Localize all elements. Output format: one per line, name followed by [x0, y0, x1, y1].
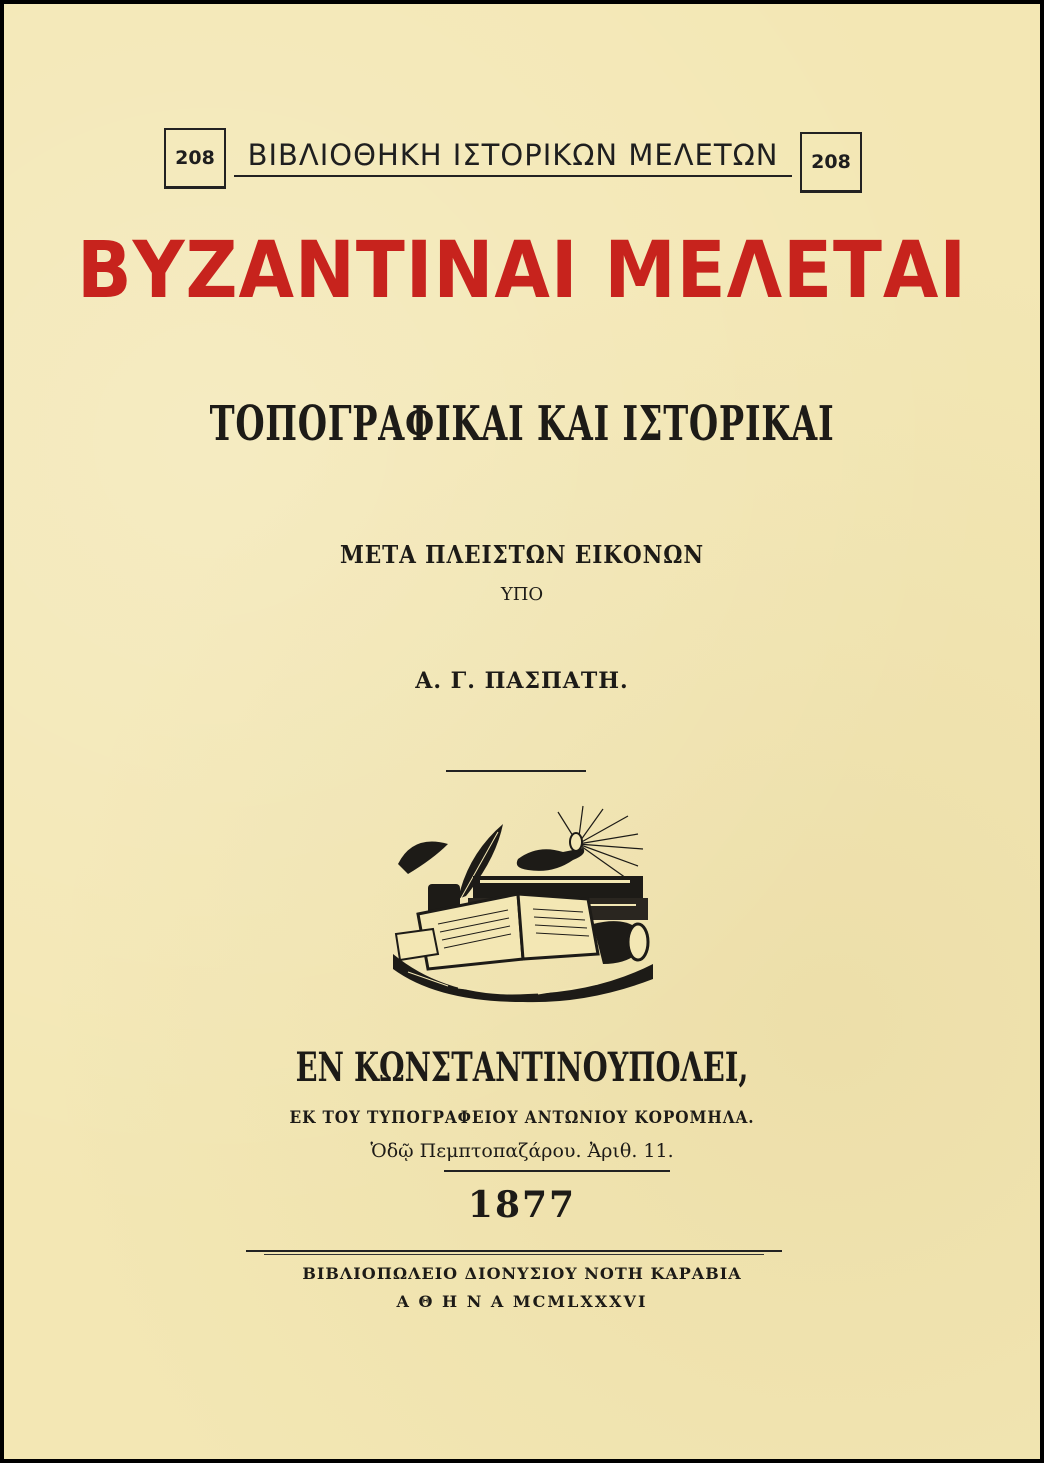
series-title: ΒΙΒΛΙΟΘΗΚΗ ΙΣΤΟΡΙΚΩΝ ΜΕΛΕΤΩΝ: [234, 138, 792, 177]
series-header: [164, 128, 862, 190]
series-number-left: 208: [164, 128, 226, 189]
imprint-printer: ΕΚ ΤΟΥ ΤΥΠΟΓΡΑΦΕΙΟΥ ΑΝΤΩΝΙΟΥ ΚΟΡΟΜΗΛΑ.: [289, 1108, 755, 1128]
book-subtitle: ΤΟΠΟΓΡΑΦΙΚΑΙ ΚΑΙ ΙΣΤΟΡΙΚΑΙ: [209, 396, 835, 452]
imprint-place: ΕΝ ΚΩΝΣΤΑΝΤΙΝΟΥΠΟΛΕΙ,: [295, 1044, 749, 1091]
book-cover: [4, 4, 1040, 1459]
book-title: ΒΥΖΑΝΤΙΝΑΙ ΜΕΛΕΤΑΙ: [77, 226, 967, 316]
divider-rule: [246, 1250, 782, 1252]
divider-rule: [264, 1254, 764, 1255]
by-label: ΥΠΟ: [500, 584, 544, 605]
series-number-right: 208: [800, 132, 862, 193]
with-images-note: ΜΕΤΑ ΠΛΕΙΣΤΩΝ ΕΙΚΟΝΩΝ: [339, 540, 705, 569]
divider-rule: [446, 770, 586, 772]
divider-rule: [444, 1170, 670, 1172]
books-lamp-vignette-icon: [388, 804, 660, 1004]
publisher-city-year: Α Θ Η Ν Α MCMLXXXVI: [396, 1292, 648, 1311]
imprint-year: 1877: [467, 1184, 577, 1226]
author-name: Α. Γ. ΠΑΣΠΑΤΗ.: [415, 668, 629, 694]
imprint-address: Ὁδῷ Πεμπτοπαζάρου. Ἀριθ. 11.: [370, 1140, 674, 1162]
publisher-name: ΒΙΒΛΙΟΠΩΛΕΙΟ ΔΙΟΝΥΣΙΟΥ ΝΟΤΗ ΚΑΡΑΒΙΑ: [302, 1264, 742, 1283]
